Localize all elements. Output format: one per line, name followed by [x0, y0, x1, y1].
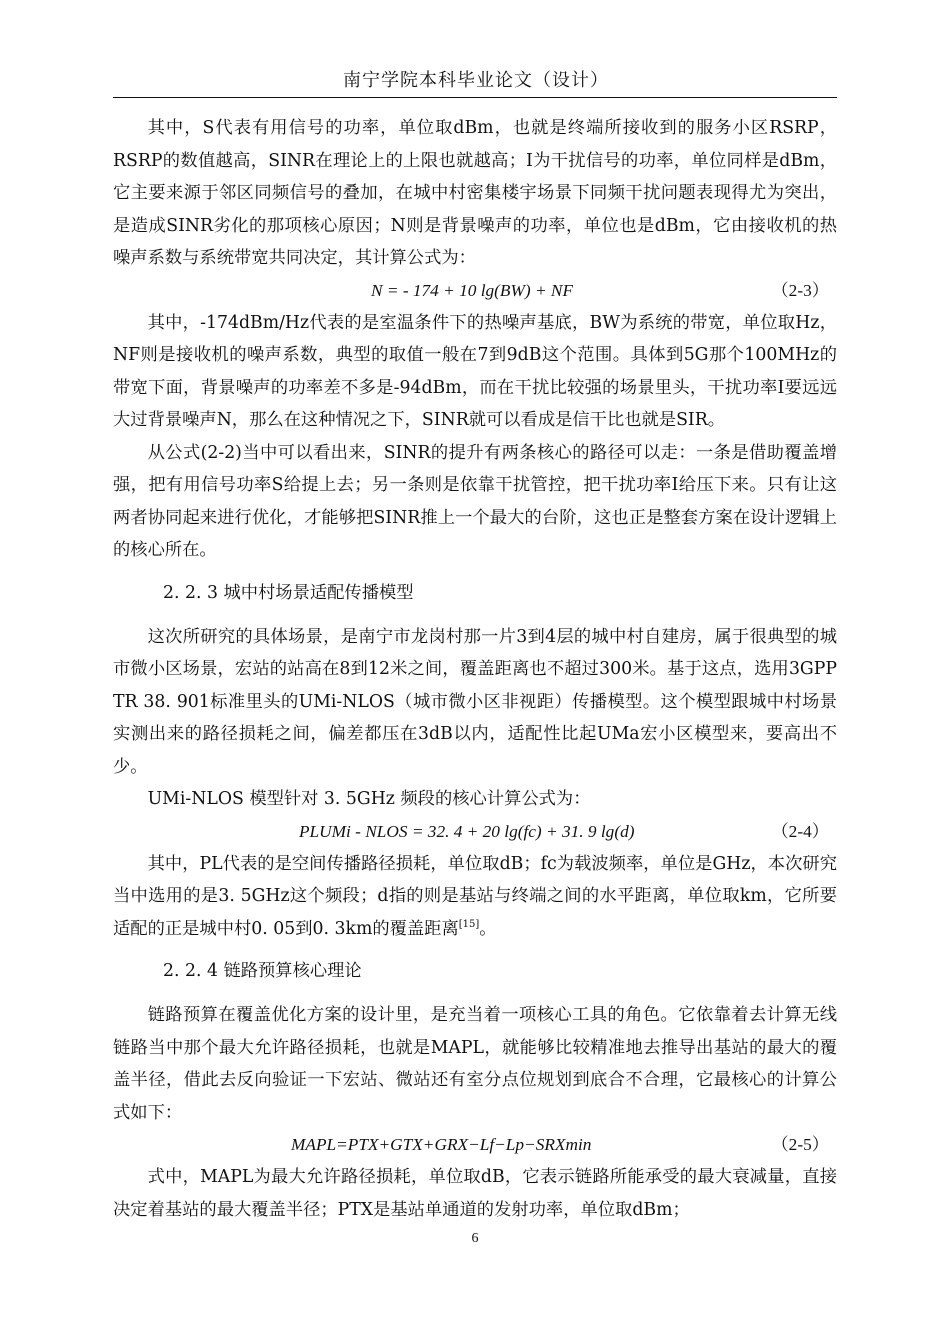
formula-2-5-expression: MAPL=PTX+GTX+GRX−Lf−Lp−SRXmin [291, 1135, 592, 1154]
paragraph-scenario: 这次所研究的具体场景，是南宁市龙岗村那一片3到4层的城中村自建房，属于很典型的城市微小区场景，宏站的站高在8到12米之间，覆盖距离也不超过300米。基于这点，选用3GPP TR 38. 901标准里头的UMi-NLOS（城市微小区非视距）传播模型。这个模型跟城中村场景实测出来的路径损耗之间，偏差都压在3dB以内，适配性比起UMa宏小区模型来，要高出不少。 [113, 626, 837, 777]
paragraph-umi-intro: UMi-NLOS 模型针对 3. 5GHz 频段的核心计算公式为： [147, 789, 591, 809]
citation-ref: [15] [458, 918, 480, 930]
paragraph-link-budget: 链路预算在覆盖优化方案的设计里，是充当着一项核心工具的角色。它依靠着去计算无线链路当中那个最大允许路径损耗，也就是MAPL，就能够比较精准地去推导出基站的最大的覆盖半径，借此去反向验证一下宏站、微站还有室分点位规划到底合不合理，它最核心的计算公式如下： [113, 1005, 837, 1123]
section-heading-2-2-3: 2. 2. 3 城中村场景适配传播模型 [163, 582, 414, 603]
paragraph-pl-definition [113, 848, 837, 946]
paragraph-pl-text: 其中，PL代表的是空间传播路径损耗，单位取dB；fc为载波频率，单位是GHz，本次研究当中选用的是3. 5GHz这个频段；d指的则是基站与终端之间的水平距离，单位取km，它所要适配的正是城中村0. 05到0. 3km的覆盖距离 [113, 853, 837, 939]
paragraph-mapl-definition: 式中，MAPL为最大允许路径损耗，单位取dB，它表示链路所能承受的最大衰减量，直接决定着基站的最大覆盖半径；PTX是基站单通道的发射功率，单位取dBm； [113, 1167, 837, 1220]
paragraph-sinr-paths: 从公式(2-2)当中可以看出来，SINR的提升有两条核心的路径可以走：一条是借助覆盖增强，把有用信号功率S给提上去；另一条则是依靠干扰管控，把干扰功率I给压下来。只有让这两者协同起来进行优化，才能够把SINR推上一个最大的台阶，这也正是整套方案在设计逻辑上的核心所在。 [113, 442, 837, 560]
formula-2-5 [113, 1129, 837, 1161]
page-header: 南宁学院本科毕业论文（设计） [343, 70, 609, 91]
formula-2-4-number: （2-4） [771, 821, 829, 841]
formula-2-4 [113, 816, 837, 848]
header-rule [113, 97, 837, 98]
paragraph-sinr-components: 其中，S代表有用信号的功率，单位取dBm，也就是终端所接收到的服务小区RSRP，RSRP的数值越高，SINR在理论上的上限也就越高；I为干扰信号的功率，单位同样是dBm，它主要来源于邻区同频信号的叠加，在城中村密集楼宇场景下同频干扰问题表现得尤为突出，是造成SINR劣化的那项核心原因；N则是背景噪声的功率，单位也是dBm，它由接收机的热噪声系数与系统带宽共同决定，其计算公式为： [113, 118, 837, 268]
page-number: 6 [471, 1231, 479, 1246]
section-heading-2-2-4: 2. 2. 4 链路预算核心理论 [163, 961, 362, 981]
paragraph-noise-floor: 其中，-174dBm/Hz代表的是室温条件下的热噪声基底，BW为系统的带宽，单位取Hz，NF则是接收机的噪声系数，典型的取值一般在7到9dB这个范围。具体到5G那个100MHz的带宽下面，背景噪声的功率差不多是-94dBm，而在干扰比较强的场景里头，干扰功率I要远远大过背景噪声N，那么在这种情况之下，SINR就可以看成是信干比也就是SIR。 [113, 312, 837, 430]
formula-2-5-number: （2-5） [771, 1135, 829, 1154]
formula-2-3-number: （2-3） [771, 280, 829, 300]
formula-2-3-expression: N = - 174 + 10 lg(BW) + NF [371, 280, 574, 300]
formula-2-3 [113, 275, 837, 307]
formula-2-4-expression: PLUMi - NLOS = 32. 4 + 20 lg(fc) + 31. 9 lg(d) [299, 821, 635, 841]
paragraph-pl-end: 。 [479, 918, 497, 939]
document-body [113, 112, 837, 1226]
